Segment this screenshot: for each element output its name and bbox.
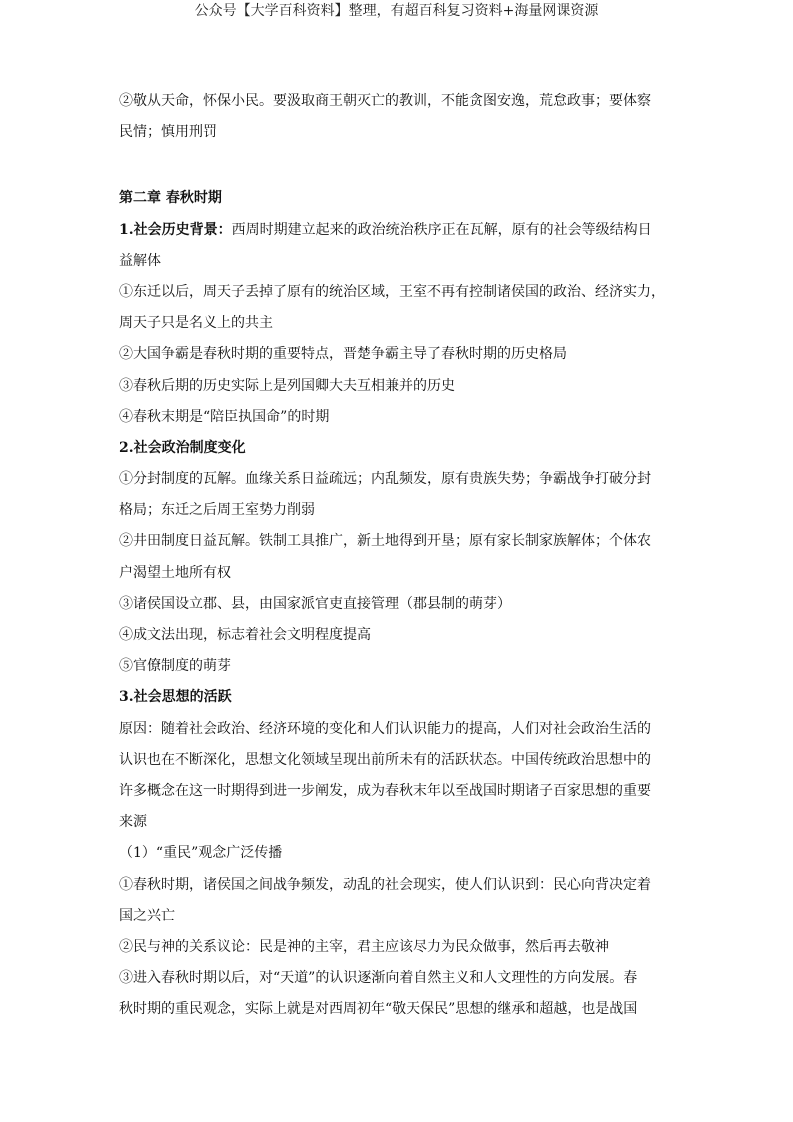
text-line: ②大国争霸是春秋时期的重要特点，晋楚争霸主导了春秋时期的历史格局 xyxy=(119,346,567,363)
subsection-heading: （1）“重民”观念广泛传播 xyxy=(119,845,283,862)
text-line: 原因：随着社会政治、经济环境的变化和人们认识能力的提高，人们对社会政治生活的 xyxy=(119,720,651,737)
spacer xyxy=(119,148,683,183)
text-line: ①春秋时期，诸侯国之间战争频发，动乱的社会现实，使人们认识到：民心向背决定着 xyxy=(119,876,651,893)
text-line: 周天子只是名义上的共主 xyxy=(119,315,273,332)
text-line: 认识也在不断深化，思想文化领域呈现出前所未有的活跃状态。中国传统政治思想中的 xyxy=(119,751,651,768)
text-line: 户渴望土地所有权 xyxy=(119,564,231,581)
text-line: 格局；东迁之后周王室势力削弱 xyxy=(119,502,315,519)
text-line: ⑤官僚制度的萌芽 xyxy=(119,658,231,675)
text-line: 益解体 xyxy=(119,252,161,269)
text-line: 国之兴亡 xyxy=(119,907,175,924)
chapter-title: 第二章 春秋时期 xyxy=(119,190,222,207)
document-body xyxy=(119,86,683,1025)
text-line: 秋时期的重民观念，实际上就是对西周初年“敬天保民”思想的继承和超越，也是战国 xyxy=(119,1001,638,1018)
text-line: ④成文法出现，标志着社会文明程度提高 xyxy=(119,627,371,643)
text-line: ④春秋末期是“陪臣执国命”的时期 xyxy=(119,408,330,425)
text-line: ②民与神的关系议论：民是神的主宰，君主应该尽力为民众做事，然后再去敬神 xyxy=(119,938,609,955)
section-3-heading: 3.社会思想的活跃 xyxy=(119,689,232,706)
text-line: ①东迁以后，周天子丢掉了原有的统治区域，王室不再有控制诸侯国的政治、经济实力， xyxy=(119,283,665,300)
text-line: ①分封制度的瓦解。血缘关系日益疏远；内乱频发，原有贵族失势；争霸战争打破分封 xyxy=(119,471,651,488)
text-line: ③诸侯国设立郡、县，由国家派官吏直接管理（郡县制的萌芽） xyxy=(119,595,511,612)
section-1-first-line xyxy=(119,215,683,246)
text-line: ②井田制度日益瓦解。铁制工具推广，新土地得到开垦；原有家长制家族解体；个体农 xyxy=(119,533,651,550)
text-line: ③春秋后期的历史实际上是列国卿大夫互相兼并的历史 xyxy=(119,377,455,394)
text-line: 西周时期建立起来的政治统治秩序正在瓦解，原有的社会等级结构日 xyxy=(231,221,652,238)
text-line: 来源 xyxy=(119,814,147,831)
text-line: 许多概念在这一时期得到进一步阐发，成为春秋末年以至战国时期诸子百家思想的重要 xyxy=(119,782,651,799)
page-header: 公众号【大学百科资料】整理，有超百科复习资料+海量网课资源 xyxy=(194,3,599,19)
text-line: ②敬从天命，怀保小民。要汲取商王朝灭亡的教训，不能贪图安逸，荒怠政事；要体察 xyxy=(119,93,651,109)
section-2-heading: 2.社会政治制度变化 xyxy=(119,439,246,456)
text-line: 民情；慎用刑罚 xyxy=(119,124,217,141)
text-line: ③进入春秋时期以后，对“天道”的认识逐渐向着自然主义和人文理性的方向发展。春 xyxy=(119,970,638,987)
section-1-heading: 1.社会历史背景： xyxy=(119,221,232,238)
